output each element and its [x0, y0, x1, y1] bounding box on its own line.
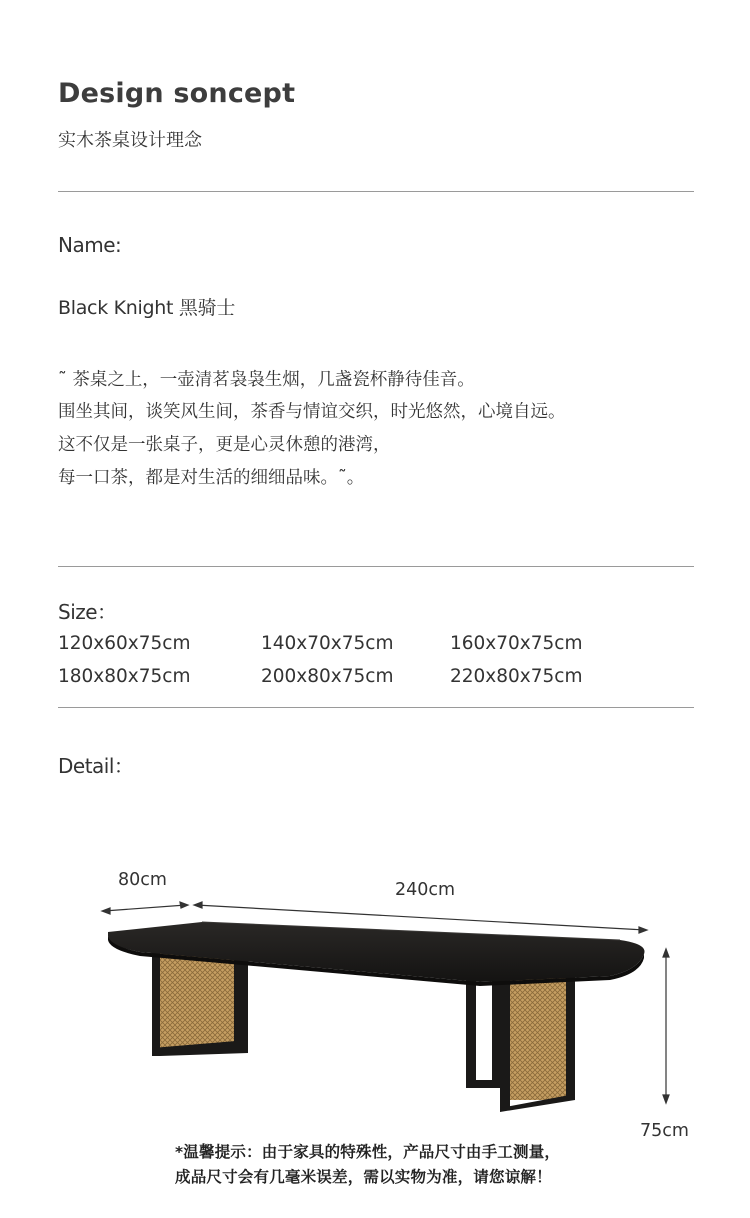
size-option: 140x70x75cm — [261, 633, 394, 654]
dimension-height: 75cm — [640, 1121, 689, 1141]
size-option: 200x80x75cm — [261, 666, 394, 687]
description-line: 这不仅是一张桌子，更是心灵休憩的港湾， — [58, 435, 391, 455]
size-label: Size： — [58, 600, 117, 624]
description-line: 围坐其间，谈笑风生间，茶香与情谊交织，时光悠然，心境自远。 — [58, 402, 566, 422]
size-option: 120x60x75cm — [58, 633, 191, 654]
description-line: 每一口茶，都是对生活的细细品味。˜。 — [58, 468, 365, 488]
size-option: 180x80x75cm — [58, 666, 191, 687]
detail-label: Detail： — [58, 754, 134, 778]
size-option: 220x80x75cm — [450, 666, 583, 687]
dimension-depth: 80cm — [118, 870, 167, 890]
page-title: Design soncept — [58, 78, 296, 109]
notice-line: *温馨提示：由于家具的特殊性，产品尺寸由手工测量， — [175, 1143, 561, 1161]
description-line: ˜ 茶桌之上，一壶清茗袅袅生烟，几盏瓷杯静待佳音。 — [58, 370, 475, 390]
dimension-arrow-height — [663, 949, 669, 1103]
page-subtitle: 实木茶桌设计理念 — [58, 130, 202, 151]
right-leg — [466, 970, 575, 1112]
size-option: 160x70x75cm — [450, 633, 583, 654]
dimension-length: 240cm — [395, 880, 456, 900]
dimension-arrow-depth — [102, 902, 188, 914]
product-name: Black Knight 黑骑士 — [58, 297, 236, 319]
notice-line: 成品尺寸会有几毫米误差，需以实物为准，请您谅解！ — [175, 1168, 552, 1186]
name-label: Name: — [58, 233, 122, 257]
